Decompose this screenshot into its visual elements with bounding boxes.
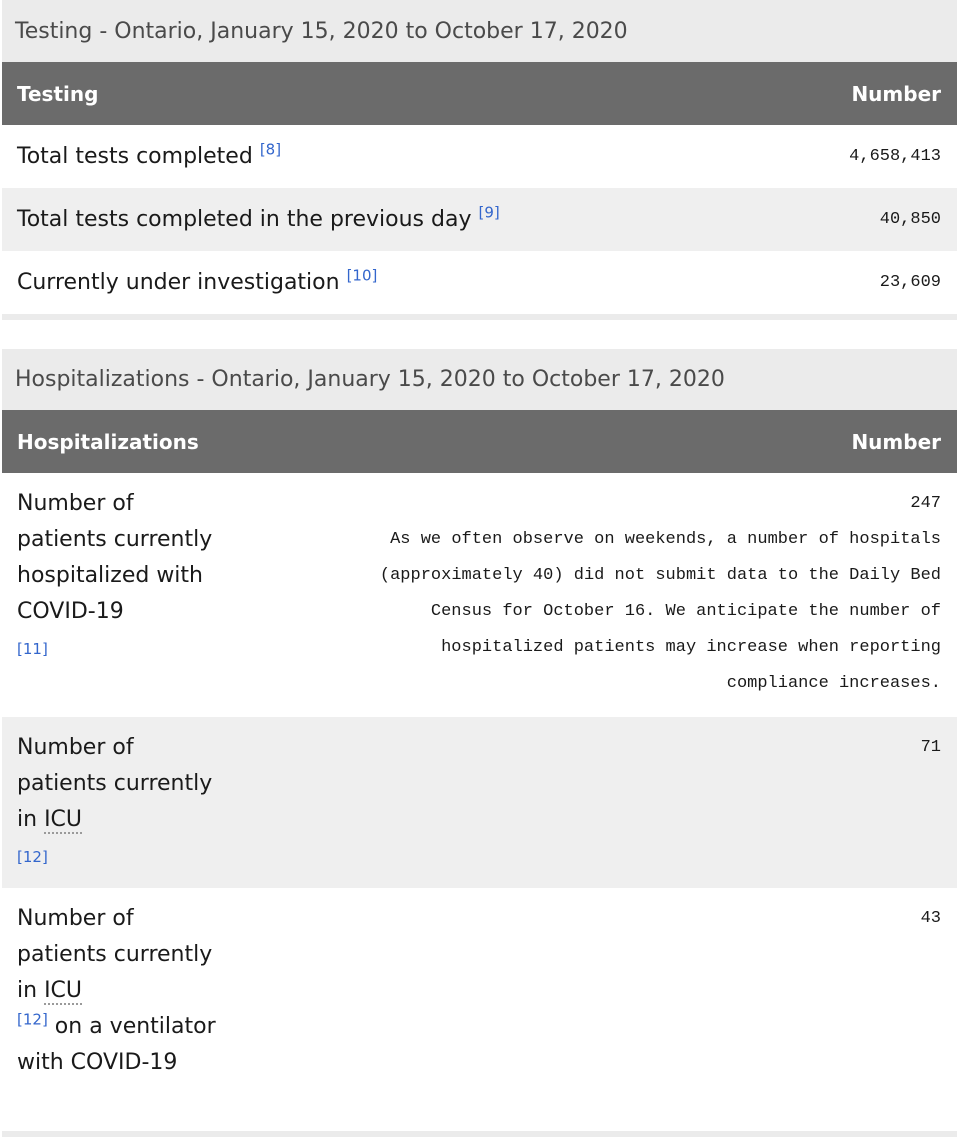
testing-header-row [2,62,957,125]
row-value: 23,609 [879,273,941,292]
reference-link[interactable]: [12] [17,848,48,866]
value-note-line: As we often observe on weekends, a number of hospitals [390,530,941,549]
table-row [2,473,957,717]
row-label: Currently under investigation [10] [17,266,378,295]
value-number: 247 [910,494,941,513]
table-bottom-border [2,1131,957,1137]
table-row [2,188,957,251]
row-label: Total tests completed [8] [17,140,282,169]
table-row [2,888,957,1131]
row-label: Number of patients currently in ICU [12] on a ventilator with COVID-19 [17,906,216,1075]
row-value: 71 [920,738,941,757]
reference-link[interactable]: [12] [17,1010,48,1029]
row-value: 4,658,413 [849,147,941,166]
column-header-testing: Testing [17,81,99,106]
row-value: 40,850 [879,210,941,229]
table-bottom-border [2,314,957,320]
icu-abbreviation[interactable]: ICU [44,807,83,832]
testing-table [2,0,957,320]
hospitalizations-header-row [2,410,957,473]
icu-abbreviation[interactable]: ICU [44,978,83,1003]
column-header-hospitalizations: Hospitalizations [17,429,199,454]
column-header-number: Number [851,81,941,106]
table-row [2,717,957,888]
column-header-number: Number [851,429,941,454]
reference-link[interactable]: [10] [346,266,378,285]
value-note-line: Census for October 16. We anticipate the number of [430,602,941,621]
row-value: 43 [920,909,941,928]
testing-caption: Testing - Ontario, January 15, 2020 to October 17, 2020 [2,0,957,62]
table-row [2,251,957,314]
reference-link[interactable]: [11] [17,640,48,658]
reference-link[interactable]: [8] [259,140,282,159]
row-label: Total tests completed in the previous day [9] [17,203,500,232]
value-note-line: hospitalized patients may increase when reporting [441,638,941,657]
row-value [380,486,941,702]
row-label: Number of patients currently in ICU [12] [17,735,213,866]
hospitalizations-table [2,349,957,1137]
row-label: Number of patients currently hospitalized with COVID-19 [11] [17,491,213,658]
value-note-line: (approximately 40) did not submit data to the Daily Bed [379,566,941,585]
table-row [2,125,957,188]
value-note-line: compliance increases. [726,674,941,693]
hospitalizations-caption: Hospitalizations - Ontario, January 15, 2020 to October 17, 2020 [2,349,957,410]
reference-link[interactable]: [9] [478,203,500,222]
